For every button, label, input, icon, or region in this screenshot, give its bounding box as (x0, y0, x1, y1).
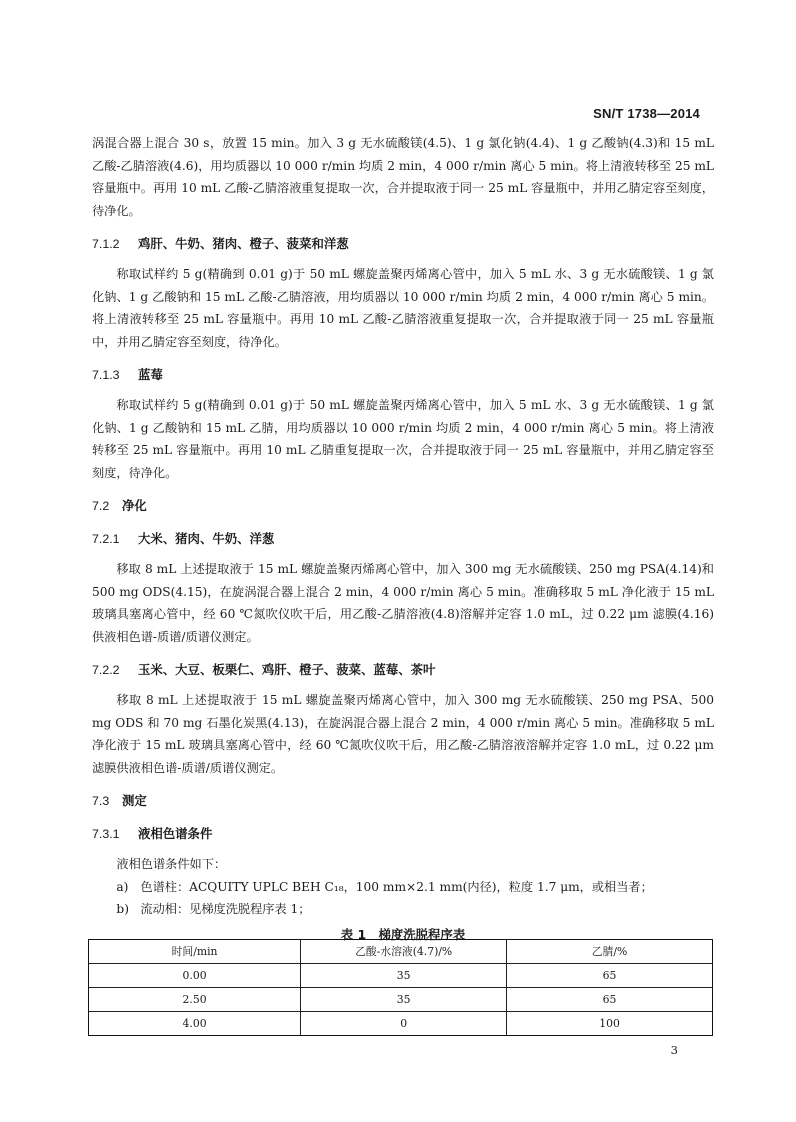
section-number: 7.3 (92, 794, 110, 808)
table-cell: 65 (507, 988, 713, 1012)
section-title: 大米、猪肉、牛奶、洋葱 (138, 531, 275, 546)
list-marker: a) (116, 879, 129, 894)
section-7-1-2-paragraph: 称取试样约 5 g(精确到 0.01 g)于 50 mL 螺旋盖聚丙烯离心管中，加入 5 mL 水、3 g 无水硫酸镁、1 g 氯化钠、1 g 乙酸钠和 15 mL 乙酸-乙腈溶液，用均质器以 10 000 r/min 均质 2 min，4 000 r/min 离心 5 min。将上清液转移至 25 mL 容量瓶中。再用 10 mL 乙酸-乙腈溶液重复提取一次，合并提取液于同一 25 mL 容量瓶中，并用乙腈定容至刻度，待净化。 (92, 267, 714, 349)
section-number: 7.3.1 (92, 827, 120, 841)
table-row (89, 988, 713, 1012)
page-number: 3 (670, 1043, 678, 1057)
section-7-3-1-heading (92, 823, 714, 845)
table-header-row (89, 940, 713, 964)
section-title: 测定 (122, 793, 147, 808)
section-title: 鸡肝、牛奶、猪肉、橙子、菠菜和洋葱 (138, 236, 349, 251)
section-7-2-2-paragraph: 移取 8 mL 上述提取液于 15 mL 螺旋盖聚丙烯离心管中，加入 300 mg 无水硫酸镁、250 mg PSA、500 mg ODS 和 70 mg 石墨化炭黑(4.13)，在旋涡混合器上混合 2 min，4 000 r/min 离心 5 min。准确移取 5 mL 净化液于 15 mL 玻璃具塞离心管中，经 60 ℃氮吹仪吹干后，用乙酸-乙腈溶液溶解并定容 1.0 mL，过 0.22 μm 滤膜供液相色谱-质谱/质谱仪测定。 (92, 693, 714, 775)
table-cell: 2.50 (89, 988, 301, 1012)
section-title: 玉米、大豆、板栗仁、鸡肝、橙子、菠菜、蓝莓、茶叶 (138, 662, 436, 677)
section-number: 7.2.1 (92, 532, 120, 546)
section-7-2-2-heading (92, 659, 714, 681)
section-7-2-heading (92, 495, 714, 517)
section-7-1-3-heading (92, 364, 714, 386)
section-number: 7.1.3 (92, 368, 120, 382)
table-cell: 4.00 (89, 1012, 301, 1036)
column-header-acetic-water: 乙酸-水溶液(4.7)/% (301, 940, 507, 964)
standard-number: SN/T 1738—2014 (593, 106, 700, 121)
list-item (92, 898, 714, 920)
section-title: 液相色谱条件 (138, 826, 213, 841)
column-header-time: 时间/min (89, 940, 301, 964)
table-cell: 35 (301, 964, 507, 988)
table-cell: 35 (301, 988, 507, 1012)
list-text: 流动相：见梯度洗脱程序表 1； (140, 901, 311, 916)
section-title: 净化 (122, 498, 147, 513)
table-row (89, 1012, 713, 1036)
table-caption: 表 1 梯度洗脱程序表 (340, 926, 466, 942)
list-marker: b) (116, 901, 129, 916)
intro-paragraph: 涡混合器上混合 30 s，放置 15 min。加入 3 g 无水硫酸镁(4.5)、1 g 氯化钠(4.4)、1 g 乙酸钠(4.3)和 15 mL 乙酸-乙腈溶液(4.6)，用均质器以 10 000 r/min 均质 2 min，4 000 r/min 离心 5 min。将上清液转移至 25 mL 容量瓶中。再用 10 mL 乙酸-乙腈溶液重复提取一次，合并提取液于同一 25 mL 容量瓶中，并用乙腈定容至刻度，待净化。 (92, 136, 714, 218)
section-7-3-heading (92, 790, 714, 812)
table-row (89, 964, 713, 988)
gradient-table (88, 939, 713, 1036)
column-header-acetonitrile: 乙腈/% (507, 940, 713, 964)
table-cell: 0 (301, 1012, 507, 1036)
section-7-2-1-heading (92, 528, 714, 550)
table-cell: 0.00 (89, 964, 301, 988)
section-7-3-1-lead: 液相色谱条件如下： (116, 857, 227, 871)
section-number: 7.2 (92, 499, 110, 513)
document-body (92, 132, 714, 946)
section-7-1-2-heading (92, 233, 714, 255)
section-number: 7.1.2 (92, 237, 120, 251)
section-number: 7.2.2 (92, 663, 120, 677)
section-7-1-3-paragraph: 称取试样约 5 g(精确到 0.01 g)于 50 mL 螺旋盖聚丙烯离心管中，加入 5 mL 水、3 g 无水硫酸镁、1 g 氯化钠、1 g 乙酸钠和 15 mL 乙腈，用均质器以 10 000 r/min 均质 2 min，4 000 r/min 离心 5 min。将上清液转移至 25 mL 容量瓶中。再用 10 mL 乙腈重复提取一次，合并提取液于同一 25 mL 容量瓶中，并用乙腈定容至刻度，待净化。 (92, 398, 714, 480)
list-text: 色谱柱：ACQUITY UPLC BEH C₁₈，100 mm×2.1 mm(内径)，粒度 1.7 μm，或相当者； (140, 879, 653, 894)
table-cell: 100 (507, 1012, 713, 1036)
table-cell: 65 (507, 964, 713, 988)
section-7-2-1-paragraph: 移取 8 mL 上述提取液于 15 mL 螺旋盖聚丙烯离心管中，加入 300 mg 无水硫酸镁、250 mg PSA(4.14)和 500 mg ODS(4.15)，在旋涡混合器上混合 2 min，4 000 r/min 离心 5 min。准确移取 5 mL 净化液于 15 mL 玻璃具塞离心管中，经 60 ℃氮吹仪吹干后，用乙酸-乙腈溶液(4.8)溶解并定容 1.0 mL，过 0.22 μm 滤膜(4.16)供液相色谱-质谱/质谱仪测定。 (92, 562, 714, 644)
section-title: 蓝莓 (138, 367, 163, 382)
list-item (92, 876, 714, 898)
